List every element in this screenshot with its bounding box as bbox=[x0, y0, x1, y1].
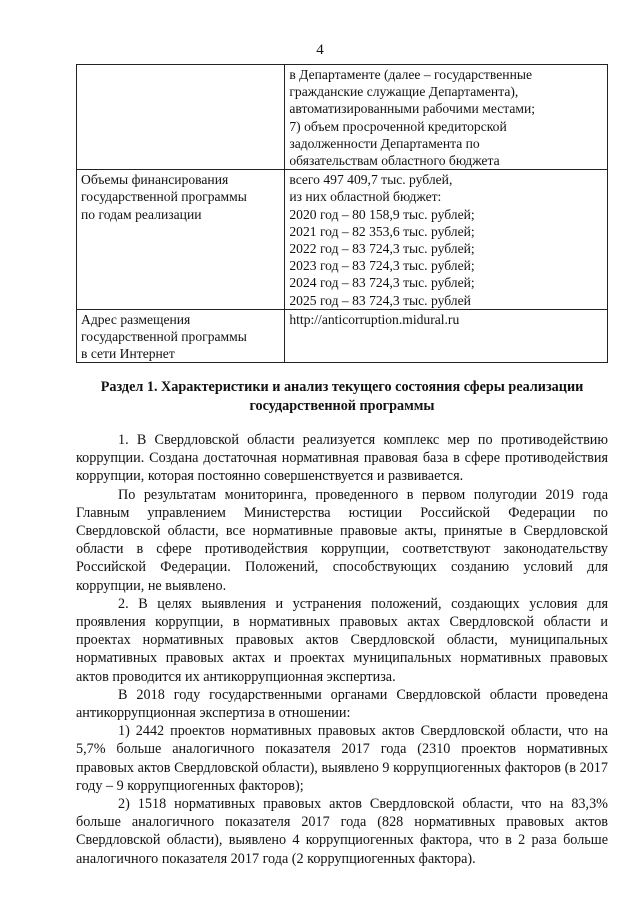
text-line: государственной программы bbox=[81, 189, 247, 205]
text-line: в Департаменте (далее – государственные bbox=[289, 67, 533, 82]
text-line: 7) объем просроченной кредиторской bbox=[289, 118, 507, 134]
paragraph: 1. В Свердловской области реализуется комплекс мер по противодействию коррупции. Создана достаточная нормативная правовая база в сфере противодействия коррупции, которая постоянно совершенствуется и развивается. bbox=[76, 432, 608, 485]
text-line: Адрес размещения bbox=[81, 311, 191, 327]
text-line: 2020 год – 80 158,9 тыс. рублей; bbox=[289, 206, 475, 222]
section-title: Раздел 1. Характеристики и анализ текущего состояния сферы реализации государственной программы bbox=[100, 379, 584, 414]
table-cell-value bbox=[285, 309, 608, 363]
text-line: из них областной бюджет: bbox=[289, 189, 442, 205]
text-line: задолженности Департамента по bbox=[289, 135, 480, 151]
text-line: 2022 год – 83 724,3 тыс. рублей; bbox=[289, 241, 475, 257]
text-line: 2023 год – 83 724,3 тыс. рублей; bbox=[289, 258, 475, 274]
paragraph: 2) 1518 нормативных правовых актов Свердловской области, что на 83,3% больше аналогичного показателя 2017 года (828 нормативных правовых актов Свердловской области), выявлено 4 коррупциогенных фактора, что в 2 раза больше аналогичного показателя 2017 года (2 коррупциогенных фактора). bbox=[76, 796, 608, 867]
table-row bbox=[77, 65, 608, 170]
text-line: государственной программы bbox=[81, 329, 247, 345]
program-passport-table bbox=[76, 64, 608, 363]
section-body bbox=[76, 431, 608, 868]
table-cell-label bbox=[77, 309, 285, 363]
paragraph: В 2018 году государственными органами Свердловской области проведена антикоррупционная экспертиза в отношении: bbox=[76, 686, 608, 722]
text-line: всего 497 409,7 тыс. рублей, bbox=[289, 172, 453, 188]
text-line: Объемы финансирования bbox=[81, 172, 229, 188]
text-line: 2025 год – 83 724,3 тыс. рублей bbox=[289, 292, 471, 308]
text-line: автоматизированными рабочими местами; bbox=[289, 101, 536, 117]
table-row bbox=[77, 309, 608, 363]
table-cell-label bbox=[77, 170, 285, 310]
table-row bbox=[77, 170, 608, 310]
text-line: по годам реализации bbox=[81, 206, 202, 222]
text-line: в сети Интернет bbox=[81, 346, 175, 362]
text-line: 2021 год – 82 353,6 тыс. рублей; bbox=[289, 223, 475, 239]
page-number: 4 bbox=[316, 42, 324, 58]
table-cell-value bbox=[285, 65, 608, 170]
text-line: 2024 год – 83 724,3 тыс. рублей; bbox=[289, 275, 475, 291]
table-cell-value bbox=[285, 170, 608, 310]
table-cell-label bbox=[77, 65, 285, 170]
website-url: http://anticorruption.midural.ru bbox=[289, 311, 460, 327]
text-line: обязательствам областного бюджета bbox=[289, 153, 500, 169]
paragraph: 2. В целях выявления и устранения положений, создающих условия для проявления коррупции, в нормативных правовых актах Свердловской области и проектах нормативных правовых актов Свердловской области, муниципальных нормативных правовых актах и проектах муниципальных нормативных правовых актов проводится их антикоррупционная экспертиза. bbox=[76, 595, 608, 685]
text-line: гражданские служащие Департамента), bbox=[289, 84, 519, 100]
paragraph: По результатам мониторинга, проведенного в первом полугодии 2019 года Главным управлением Министерства юстиции Российской Федерации по Свердловской области, все нормативные правовые акты, принятые в Свердловской области в сфере противодействия коррупции, соответствуют законодательству Российской Федерации. Положений, способствующих созданию условий для коррупции, не выявлено. bbox=[76, 486, 608, 594]
paragraph: 1) 2442 проектов нормативных правовых актов Свердловской области, что на 5,7% больше аналогичного показателя 2017 года (2310 проектов нормативных правовых актов Свердловской области), выявлено 9 коррупциогенных факторов (в 2017 году – 9 коррупциогенных факторов); bbox=[76, 723, 608, 794]
